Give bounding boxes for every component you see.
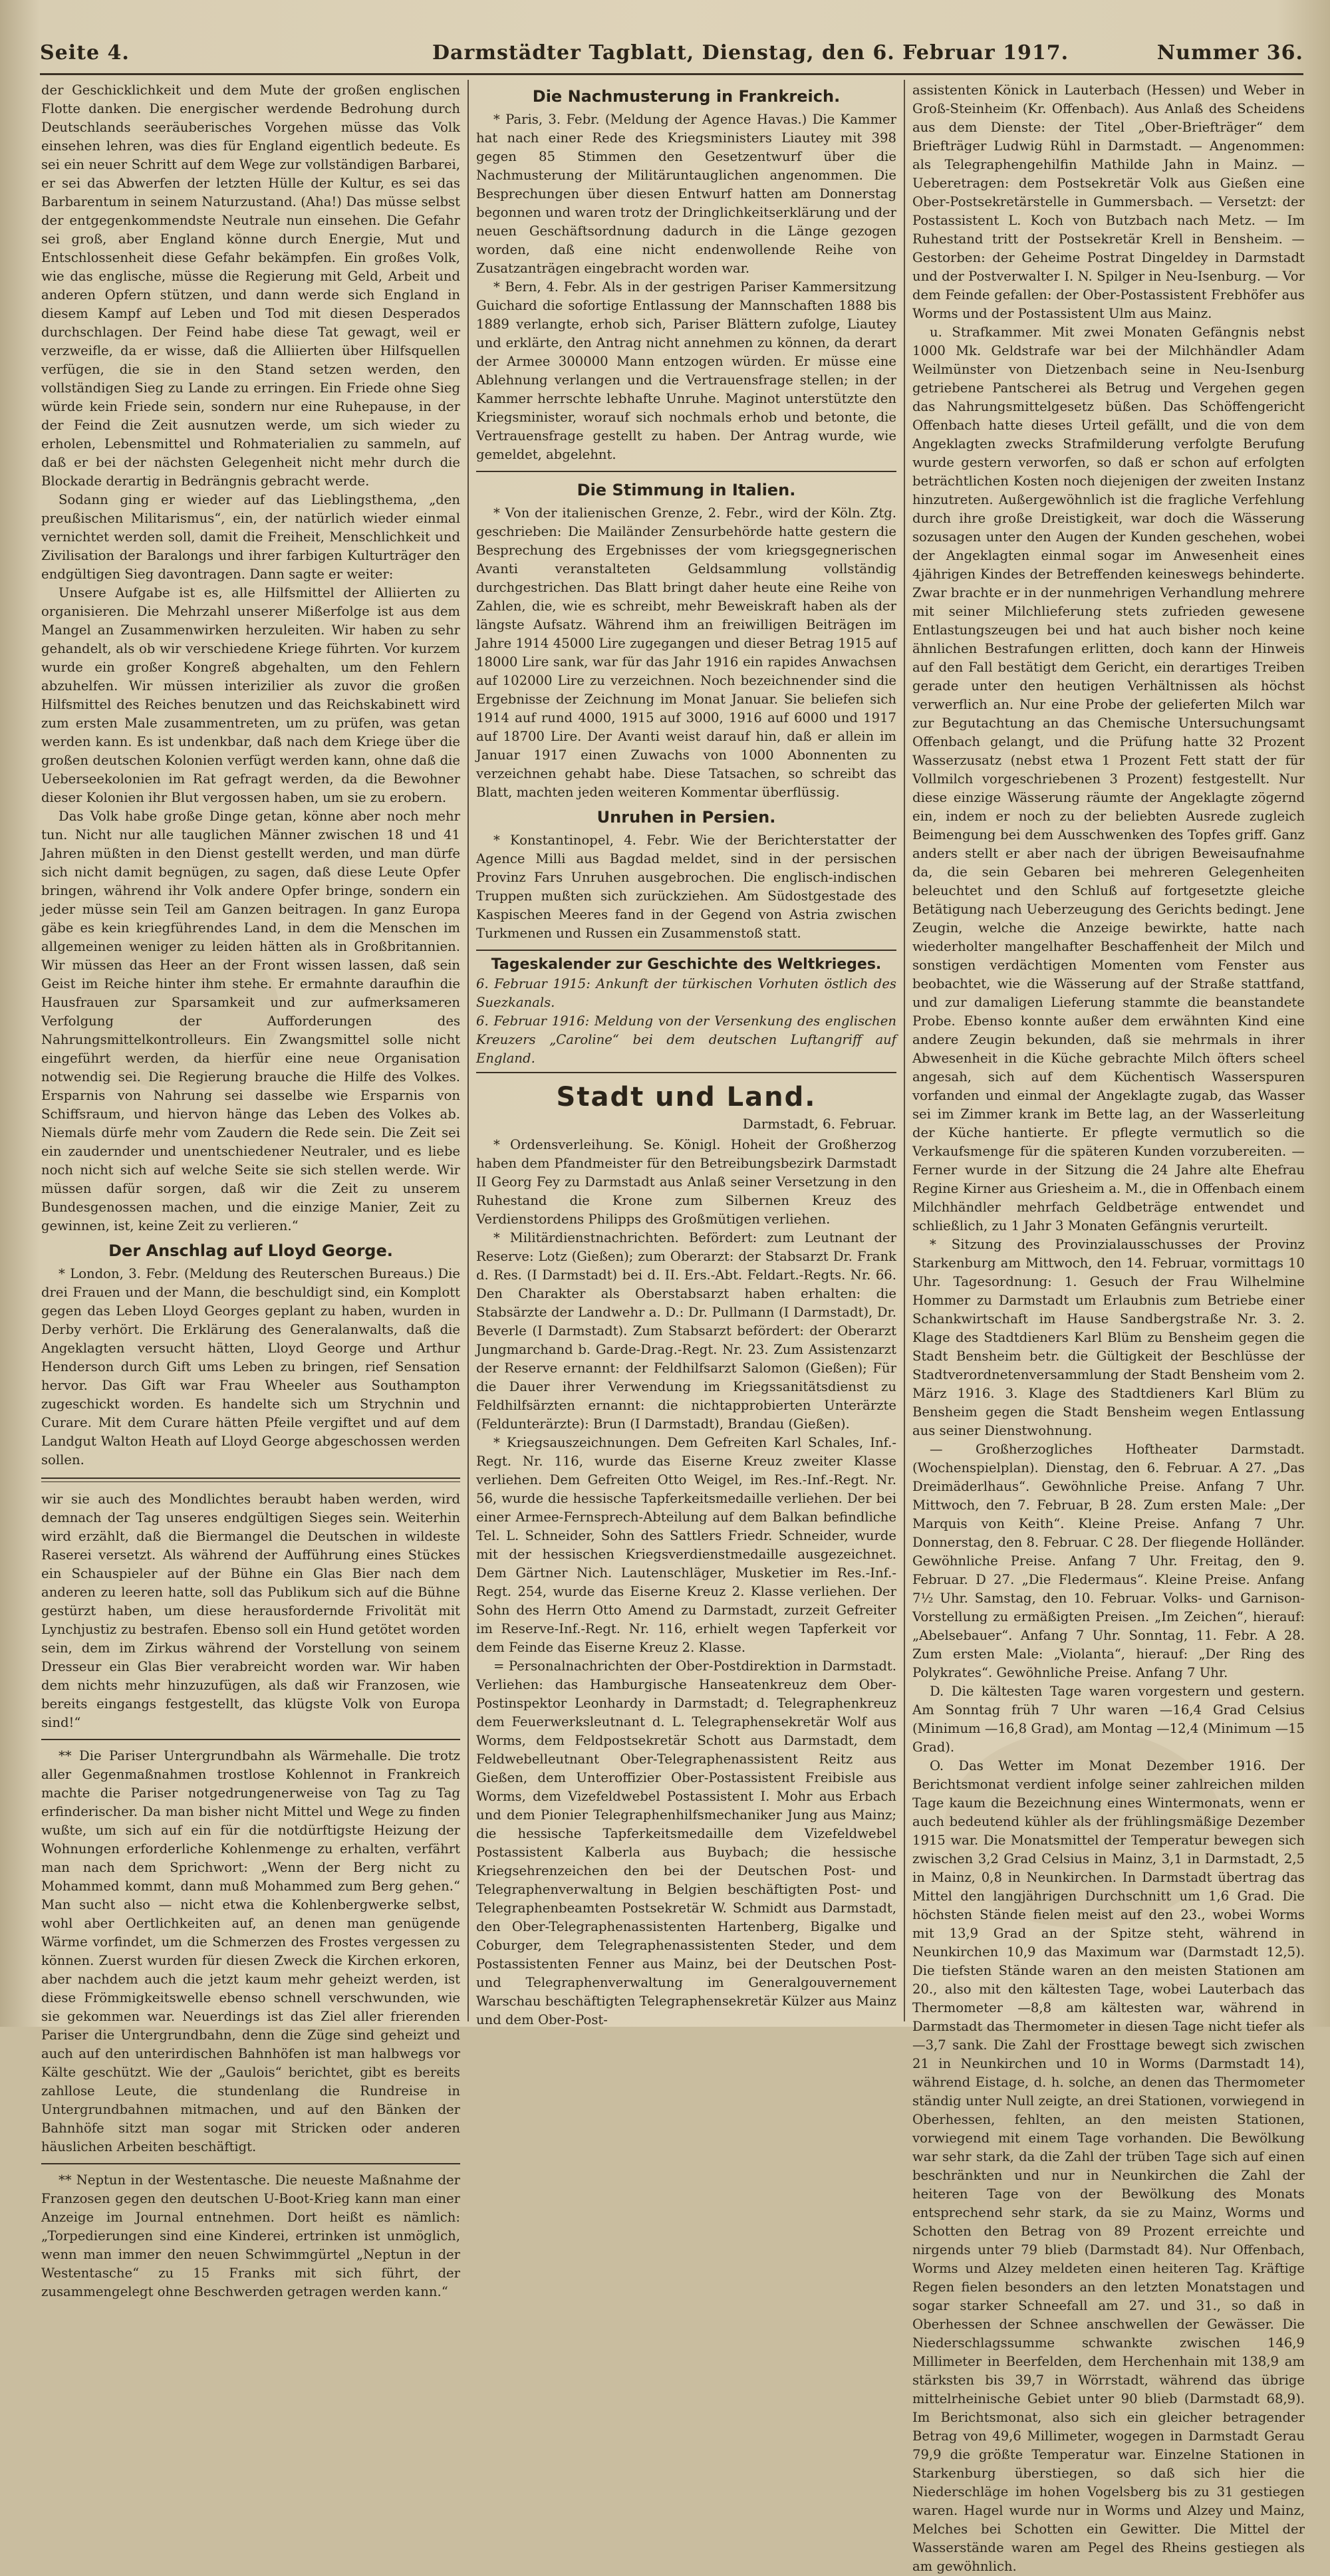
war-calendar-entry: 6. Februar 1915: Ankunft der türkischen Vorhuten östlich des Suezkanals. <box>476 976 896 1010</box>
war-calendar-entry: 6. Februar 1916: Meldung von der Versenkung des englischen Kreuzers „Caroline“ bei dem deutschen Luftangriff auf England. <box>476 1013 896 1066</box>
dateline: Darmstadt, 6. Februar. <box>742 1116 896 1132</box>
page-header <box>40 41 1303 70</box>
column-divider <box>467 80 469 2021</box>
section-rule <box>41 2163 460 2164</box>
article-paragraph: wir sie auch des Mondlichtes beraubt haben werden, wird demnach der Tag unseres endgültigen Sieges sein. Weiterhin wird erzählt, daß die Biermangel die Deutschen in wildeste Raserei versetzt. Als während der Aufführung eines Stückes ein Schauspieler auf der Bühne ein Glas Bier nach dem anderen zu leeren hatte, soll das Publikum sich auf die Bühne gestürzt haben, um diese herausfordernde Frivolität mit Lynchjustiz zu bestrafen. Ebenso soll ein Hund getötet worden sein, dem im Zirkus während der Vorstellung von seinem Dresseur ein Glas Bier verabreicht worden war. Wir haben dem nichts mehr hinzuzufügen, als daß wir Franzosen, wie bereits eingangs festgestellt, das klügste Volk von Europa sind!“ <box>41 1491 460 1730</box>
article-paragraph: Das Volk habe große Dinge getan, könne aber noch mehr tun. Nicht nur alle tauglichen Männer zwischen 18 und 41 Jahren müßten in den Dienst gestellt werden, und man dürfe sich nicht damit begnügen, zu sagen, daß diese Leute Opfer bringen, während ihr Volk andere Opfer bringe, sondern ein jeder müsse sein Teil am Ganzen beitragen. In ganz Europa gäbe es kein kriegführendes Land, in dem die Menschen im allgemeinen weniger zu leiden hätten als in Großbritannien. Wir müssen das Heer an der Front wissen lassen, daß sein Geist im Reiche hinter ihm stehe. Er ermahnte daraufhin die Hausfrauen zur Sparsamkeit und zur aufmerksameren Verfolgung der Aufforderungen des Nahrungsmittelkontrolleurs. Ein Zwangsmittel solle nicht eingeführt werden, da hierfür eine neue Organisation notwendig sei. Die Regierung brauche die Hilfe des Volkes. Ersparnis von Nahrung sei dasselbe wie Ersparnis von Schiffsraum, und hiervon hänge das Leben des Volkes ab. Niemals dürfe mehr vom Zaudern die Rede sein. Die Zeit sei ein zaudernder und unentschiedener Neutraler, und es liebe noch nicht sich auf welche Seite sie sich stellen werde. Wir müssen dafür sorgen, daß wir die Zeit zu unserem Bundesgenossen machen, und die einzige Manier, Zeit zu gewinnen, ist, keine Zeit zu verlieren.“ <box>41 809 460 1233</box>
article-paragraph: D. Die kältesten Tage waren vorgestern und gestern. Am Sonntag früh 7 Uhr waren —16,4 Grad Celsius (Minimum —16,8 Grad), am Montag —12,4 (Minimum —15 Grad). <box>912 1684 1305 1755</box>
article-paragraph: Sodann ging er wieder auf das Lieblingsthema, „den preußischen Militarismus“, ein, der natürlich wieder einmal vernichtet werden soll, damit die Freiheit, Menschlichkeit und Zivilisation der Baralongs und ihrer farbigen Kulturträger den endgültigen Sieg davontragen. Dann sagte er weiter: <box>41 492 460 582</box>
article-paragraph: * Bern, 4. Febr. Als in der gestrigen Pariser Kammersitzung Guichard die sofortige Entlassung der Mannschaften 1888 bis 1889 verlangte, erhob sich, Pariser Blättern zufolge, Liautey und erklärte, den Antrag nicht annehmen zu können, da derart der Armee 300000 Mann entzogen würden. Er müsse eine Ablehnung verlangen und die Vertrauensfrage stellen; in der Kammer herrschte lebhafte Unruhe. Maginot unterstützte den Kriegsminister, worauf sich nochmals erhob und betonte, die Vertrauensfrage gestellt zu haben. Der Antrag wurde, wie gemeldet, abgelehnt. <box>476 279 896 462</box>
section-rule <box>41 1739 460 1740</box>
article-paragraph: ** Die Pariser Untergrundbahn als Wärmehalle. Die trotz aller Gegenmaßnahmen trostlose Kohlennot in Frankreich machte die Pariser notgedrungenerweise von Tag zu Tag erfinderischer. Da man bisher nicht Mittel und Wege zu finden wußte, um sich auf ein für die notdürftigste Heizung der Wohnungen erforderliche Kohlenmenge zu erhalten, verfährt man nach dem Sprichwort: „Wenn der Berg nicht zu Mohammed kommt, dann muß Mohammed zum Berg gehen.“ Man sucht also — nicht etwa die Kohlenbergwerke selbst, wohl aber Oertlichkeiten auf, an denen man genügende Wärme vorfindet, um die Schmerzen des Frostes vergessen zu können. Zuerst wurden für diesen Zweck die Kirchen erkoren, aber nachdem auch die jetzt kaum mehr geheizt werden, ist diese Frömmigkeitswelle ebenso schnell verschwunden, wie sie gekommen war. Neuerdings ist das Ziel aller frierenden Pariser die Untergrundbahn, denn die Züge sind geheizt und auch auf den unterirdischen Bahnhöfen ist man halbwegs vor Kälte geschützt. Wie der „Gaulois“ berichtet, gibt es bereits zahllose Leute, die stundenlang die Rundreise in Untergrundbahnen mitmachen, und auf den Bänken der Bahnhöfe sitzt man sogar mit Stricken oder anderen häuslichen Arbeiten beschäftigt. <box>41 1748 460 2154</box>
article-paragraph: ** Neptun in der Westentasche. Die neueste Maßnahme der Franzosen gegen den deutschen U-Boot-Krieg kann man einer Anzeige im Journal entnehmen. Dort heißt es nämlich: „Torpedierungen sind eine Kinderei, ertrinken ist unmöglich, wenn man immer den neuen Schwimmgürtel „Neptun in der Westentasche“ zu 15 Franks mit sich führt, der zusammengelegt ohne Beschwerden getragen werden kann.“ <box>41 2172 460 2299</box>
article-paragraph: * Konstantinopel, 4. Febr. Wie der Berichterstatter der Agence Milli aus Bagdad meldet, sind in der persischen Provinz Fars Unruhen ausgebrochen. Die englisch-indischen Truppen mußten sich zurückziehen. Am Südostgestade des Kaspischen Meeres fand in der Gegend von Astria zwischen Turkmenen und Russen ein Zusammenstoß statt. <box>476 833 896 941</box>
header-rule <box>40 73 1303 75</box>
article-paragraph: Unsere Aufgabe ist es, alle Hilfsmittel der Alliierten zu organisieren. Die Mehrzahl unserer Mißerfolge ist aus dem Mangel an Zusammenwirken herzuleiten. Wir haben zu sehr gehandelt, als ob wir verschiedene Kriege führten. Vor kurzem wurde ein großer Kongreß abgehalten, um den Fehlern abzuhelfen. Wir müssen interizilier als zuvor die großen Hilfsmittel des Reiches benutzen und das Reichskabinett wird zum ersten Male zusammentreten, um zu prüfen, was getan werden kann. Es ist undenkbar, daß nach dem Kriege über die großen deutschen Kolonien verfügt werden kann, ohne daß die Ueberseekolonien im Rat gefragt werden, da die Bewohner dieser Kolonien ihr Blut vergossen haben, um sie zu erobern. <box>41 585 460 805</box>
column-1 <box>41 81 460 2299</box>
article-headline: Der Anschlag auf Lloyd George. <box>108 1241 393 1260</box>
column-3 <box>912 81 1305 2574</box>
war-calendar-title: Tageskalender zur Geschichte des Weltkrieges. <box>491 956 882 973</box>
article-paragraph: * Ordensverleihung. Se. Königl. Hoheit der Großherzog haben dem Pfandmeister für den Betreibungsbezirk Darmstadt II Georg Fey zu Darmstadt aus Anlaß seiner Versetzung in den Ruhestand die Krone zum Silbernen Kreuz des Verdienstordens Philipps des Großmütigen verliehen. <box>476 1137 896 1227</box>
article-paragraph: * Kriegsauszeichnungen. Dem Gefreiten Karl Schales, Inf.-Regt. Nr. 116, wurde das Eiserne Kreuz zweiter Klasse verliehen. Dem Gefreiten Otto Weigel, im Res.-Inf.-Regt. Nr. 56, wurde die hessische Tapferkeitsmedaille verliehen. Der bei einer Armee-Fernsprech-Abteilung auf dem Balkan befindliche Tel. L. Schneider, Sohn des Sattlers Friedr. Schneider, wurde mit der hessischen Kriegsverdienstmedaille ausgezeichnet. Dem Gärtner Nich. Lautenschläger, Musketier im Res.-Inf.-Regt. 254, wurde das Eiserne Kreuz 2. Klasse verliehen. Der Sohn des Herrn Otto Amend zu Darmstadt, zurzeit Gefreiter im Reserve-Inf.-Regt. Nr. 116, erhielt wegen Tapferkeit vor dem Feinde das Eiserne Kreuz 2. Klasse. <box>476 1435 896 1655</box>
column-divider <box>904 80 905 2021</box>
article-paragraph: O. Das Wetter im Monat Dezember 1916. Der Berichtsmonat verdient infolge seiner zahlreichen milden Tage kaum die Bezeichnung eines Wintermonats, wenn er auch bedeutend kühler als der frühlingsmäßige Dezember 1915 war. Die Monatsmittel der Temperatur bewegen sich zwischen 3,2 Grad Celsius in Mainz, 3,1 in Darmstadt, 2,5 in Mainz, 0,8 in Neunkirchen. In Darmstadt übertrag das Mittel den langjährigen Durchschnitt um 1,6 Grad. Die höchsten Stände fielen meist auf den 23., wobei Worms mit 13,9 Grad an der Spitze steht, während in Neunkirchen 10,9 das Maximum war (Darmstadt 12,5). Die tiefsten Stände waren an den meisten Stationen am 20., also mit den kältesten Tage, wobei Lauterbach das Thermometer —8,8 am kältesten war, während in Darmstadt das Thermometer in diesen Tage nicht tiefer als —3,7 sank. Die Zahl der Frosttage bewegt sich zwischen 21 in Neunkirchen und 10 in Worms (Darmstadt 14), während Eistage, d. h. solche, an denen das Thermometer ständig unter Null zeigte, an drei Stationen, vorwiegend in Oberhessen, fehlten, an den meisten Stationen, vorwiegend mit einem Tage vorhanden. Die Bewölkung war sehr stark, da die Zahl der trüben Tage sich auf einen beschränkten und nur in Neunkirchen die Zahl der heiteren Tage von der Bewölkung des Monats entsprechend sehr stark, da sie zu Mainz, Worms und Schotten den Betrag von 89 Prozent erreichte und nirgends unter 79 blieb (Darmstadt 84). Nur Offenbach, Worms und Alzey meldeten einen heiteren Tag. Kräftige Regen fielen besonders an den letzten Monatstagen und sogar starker Schneefall am 27. und 31., so daß in Oberhessen der Schnee anschwellen der Gewässer. Die Niederschlagssumme schwankte zwischen 146,9 Millimeter in Beerfelden, dem Herchenhain mit 138,9 am stärksten bis 39,7 in Wörrstadt, während das übrige mittelrheinische Gebiet unter 90 blieb (Darmstadt 68,9). Im Berichtsmonat, also sich ein gleicher betragender Betrag von 49,6 Millimeter, wogegen in Darmstadt Gerau 79,9 die größte Temperatur war. Einzelne Stationen in Starkenburg überstiegen, so daß sich hier die Niederschläge im hohen Vogelsberg bis zu 31 gestiegen waren. Hagel wurde nur in Worms und Alzey und Mainz, Melches bei Schotten ein Gewitter. Die Mittel der Wasserstände waren am Pegel des Rheins gestiegen als am gewöhnlich. <box>912 1758 1305 2574</box>
article-paragraph: der Geschicklichkeit und dem Mute der großen englischen Flotte danken. Die energischer werdende Bedrohung durch Deutschlands seeräuberisches Vorgehen müsse das Volk einsehen lehren, was dies für England eigentlich bedeute. Es sei ein neuer Schritt auf dem Wege zur vollständigen Barbarei, er sei das Abwerfen der letzten Hülle der Kultur, es sei das Barbarentum in seinem Naturzustand. (Aha!) Das müsse selbst der entgegenkommendste Neutrale nun einsehen. Die Gefahr sei groß, aber England könne durch Energie, Mut und Entschlossenheit diese Gefahr bekämpfen. Ein großes Volk, wie das englische, müsse die Regierung mit Geld, Arbeit und anderen Opfern stützen, und dann werde sich England in diesem Kampf auf Leben und Tod mit diesen Desperados durchschlagen. Der Feind habe diese Tat gewagt, weil er verzweifle, da er wisse, daß die Alliierten über Hilfsquellen verfügen, die sie in den Stand setzen werden, den vollständigen Sieg zu Lande zu erringen. Ein Friede ohne Sieg würde kein Friede sein, sondern nur eine Ruhepause, in der der Feind die Zeit ausnutzen werde, um sich wieder zu erholen, Lebensmittel und Rohmaterialien zu sammeln, auf daß er bei der nächsten Gelegenheit nicht mehr durch die Blockade derartig in Bedrängnis gebracht werde. <box>41 82 460 489</box>
article-paragraph: * Militärdienstnachrichten. Befördert: zum Leutnant der Reserve: Lotz (Gießen); zum Oberarzt: der Stabsarzt Dr. Frank d. Res. (I Darmstadt) bei d. II. Ers.-Abt. Feldart.-Regts. Nr. 66. Den Charakter als Oberstabsarzt haben erhalten: die Stabsärzte der Landwehr a. D.: Dr. Pullmann (I Darmstadt), Dr. Beverle (I Darmstadt). Zum Stabsarzt befördert: der Oberarzt Jungmarchand b. Garde-Drag.-Regt. Nr. 23. Zum Assistenzarzt der Reserve ernannt: der Feldhilfsarzt Salomon (Gießen); Für die Dauer ihrer Verwendung im Kriegssanitätsdienst zu Feldhilfsärzten ernannt: die nichtapprobierten Unterärzte (Feldunterärzte): Brun (I Darmstadt), Brandau (Gießen). <box>476 1230 896 1432</box>
article-paragraph: assistenten Könick in Lauterbach (Hessen) und Weber in Groß-Steinheim (Kr. Offenbach). Aus Anlaß des Scheidens aus dem Dienste: der Titel „Ober-Briefträger“ dem Briefträger Ludwig Rühl in Darmstadt. — Angenommen: als Telegraphengehilfin Mathilde Jahn in Mainz. — Ueberetragen: dem Postsekretär Volk aus Gießen eine Ober-Postsekretärstelle in Gummersbach. — Versetzt: der Postassistent L. Koch von Butzbach nach Metz. — Im Ruhestand tritt der Postsekretär Krell in Bensheim. — Gestorben: der Geheime Postrat Dingeldey in Darmstadt und der Postverwalter I. N. Spilger in Neu-Isenburg. — Vor dem Feinde gefallen: der Ober-Postassistent Frebhöfer aus Worms und der Postassistent Ulm aus Mainz. <box>912 82 1305 321</box>
war-calendar-box <box>476 950 896 1073</box>
masthead-line: Darmstädter Tagblatt, Dienstag, den 6. Februar 1917. <box>432 41 1069 64</box>
article-paragraph: * Von der italienischen Grenze, 2. Febr., wird der Köln. Ztg. geschrieben: Die Mailänder Zensurbehörde hatte gestern die Besprechung des Ergebnisses der vom kriegsgegnerischen Avanti veranstalteten Geldsammlung vollständig durchgestrichen. Das Blatt bringt daher heute eine Reihe von Zahlen, die, wie es schreibt, mehr Beweiskraft haben als der längste Aufsatz. Während ihm an freiwilligen Beiträgen im Jahre 1914 45000 Lire zugegangen und dieser Betrag 1915 auf 18000 Lire sank, war für das Jahr 1916 ein rapides Anwachsen auf 102000 Lire zu verzeichnen. Noch bezeichnender sind die Ergebnisse der Zeichnung im Monat Januar. Sie beliefen sich 1914 auf rund 4000, 1915 auf 3000, 1916 auf 6000 und 1917 auf 18700 Lire. Der Avanti weist darauf hin, daß er allein im Januar 1917 einen Zuwachs von 1000 Abonnenten zu verzeichnen gehabt habe. Diese Tatsachen, so schreibt das Blatt, machten jeden weiteren Kommentar überflüssig. <box>476 505 896 800</box>
article-paragraph: = Personalnachrichten der Ober-Postdirektion in Darmstadt. Verliehen: das Hamburgische Hanseatenkreuz dem Ober-Postinspektor Leonhardy in Darmstadt; d. Telegraphenkreuz dem Feuerwerksleutnant d. L. Telegraphensekretär Wolf aus Worms, dem Feldpostsekretär Schott aus Darmstadt, dem Feldwebelleutnant Ober-Telegraphenassistent Reitz aus Gießen, dem Unteroffizier Ober-Postassistent Freibisle aus Worms, dem Vizefeldwebel Postassistent I. Mohr aus Erbach und dem Pionier Telegraphenhilfsmechaniker Jung aus Mainz; die hessische Tapferkeitsmedaille dem Vizefeldwebel Postassistent Kalberla aus Buybach; die hessische Kriegsehrenzeichen den bei der Deutschen Post- und Telegraphenverwaltung in Belgien beschäftigten Post- und Telegraphenbeamten Postsekretär W. Schmidt aus Darmstadt, den Ober-Telegraphenassistenten Hartenberg, Bigalke und Coburger, dem Telegraphenassistenten Steder, und dem Postassistenten Fenner aus Mainz, bei der Deutschen Post- und Telegraphenverwaltung im Generalgouvernement Warschau beschäftigten Telegraphensekretär Külzer aus Mainz und dem Ober-Post- <box>476 1658 896 2027</box>
article-paragraph: * Paris, 3. Febr. (Meldung der Agence Havas.) Die Kammer hat nach einer Rede des Kriegsministers Liautey mit 398 gegen 85 Stimmen den Gesetzentwurf über die Nachmusterung der Militäruntauglichen angenommen. Die Besprechungen über diesen Entwurf hatten am Donnerstag begonnen und waren trotz der Dringlichkeitserklärung und der neuen Geschäftsordnung dadurch in die Länge gezogen worden, daß eine nicht endenwollende Reihe von Zusatzanträgen eingebracht worden war. <box>476 112 896 276</box>
article-headline: Die Stimmung in Italien. <box>577 481 796 499</box>
section-title: Stadt und Land. <box>556 1082 817 1112</box>
article-headline: Die Nachmusterung in Frankreich. <box>532 87 841 106</box>
article-paragraph: u. Strafkammer. Mit zwei Monaten Gefängnis nebst 1000 Mk. Geldstrafe war bei der Milchhändler Adam Weilmünster von Dietzenbach seine in Neu-Isenburg getriebene Pantscherei als Betrug und Vergehen gegen das Nahrungsmittelgesetz büßen. Das Schöffengericht Offenbach hatte dieses Urteil gefällt, und die von dem Angeklagten zwecks Strafmilderung verfolgte Berufung wurde gestern verworfen, so daß er schon auf erfolgten beträchtlichen Kosten noch diejenigen der zweiten Instanz hinzutreten. Außergewöhnlich ist die fragliche Verfehlung durch ihre große Dreistigkeit, war doch die Wässerung sozusagen unter den Augen der Kunden geschehen, wobei der Angeklagten einmal sogar im Anwesenheit eines 4jährigen Kindes der Betreffenden keineswegs behinderte. Zwar brachte er in der nunmehrigen Verhandlung mehrere mit seiner Milchlieferung stets zufrieden gewesene Entlastungszeugen bei und hat auch bisher noch keine ähnlichen Bestrafungen erlitten, doch kann der Hinweis auf den Fall bestätigt dem Gericht, ein derartiges Treiben gerade unter den heutigen Verhältnissen als höchst verwerflich an. Nur eine Probe der gelieferten Milch war zur Begutachtung an das Chemische Untersuchungsamt Offenbach gelangt, und die Prüfung hatte 32 Prozent Wasserzusatz (nebst etwa 1 Prozent Fett statt der für Vollmilch vorgeschriebenen 3 Prozent) festgestellt. Nur diese einzige Wässerung räumte der Angeklagte zögernd ein, indem er noch zu der beliebten Ausrede zugleich Beimengung bei dem Ausschwenken des Topfes griff. Ganz anders stellt er aber nach der übrigen Beweisaufnahme da, die sein Gebaren bei mehreren Gelegenheiten beleuchtet und den Schluß auf fortgesetzte gleiche Betätigung nach Ueberzeugung des Gerichts bedingt. Jene Zeugin, welche die Anzeige bewirkte, hatte nach wiederholter mangelhafter Beschaffenheit der Milch und sonstigen verdächtigen Momenten vom Fenster aus beobachtet, wie die Wässerung auf der Straße stattfand, und zur damaligen Lieferung stammte die beanstandete Probe. Ebenso konnte außer dem erwähnten Kind eine andere Zeugin bekunden, daß sie mehrmals in ihrer Abwesenheit in die Küche gebrachte Milch öfters scheel angesah, sich auf dem Küchentisch Wasserspuren vorfanden und einmal der Angeklagte zugab, das Wasser sei im Zimmer krank im Bette lag, an der Wasserleitung der Küche hantierte. Er pflegte vermutlich so die Verkaufsmenge für die späteren Kunden vorzubereiten. — Ferner wurde in der Sitzung die 24 Jahre alte Ehefrau Regine Kirner aus Griesheim a. M., die in Offenbach einem Milchhändler mehrfach Geldbeträge entwendet und schließlich, zu 1 Jahr 3 Monaten Gefängnis verurteilt. <box>912 324 1305 1233</box>
article-paragraph: — Großherzogliches Hoftheater Darmstadt. (Wochenspielplan). Dienstag, den 6. Februar. A 27. „Das Dreimäderlhaus“. Gewöhnliche Preise. Anfang 7 Uhr. Mittwoch, den 7. Februar, B 28. Zum ersten Male: „Der Marquis von Keith“. Kleine Preise. Anfang 7 Uhr. Donnerstag, den 8. Februar. C 28. Der fliegende Holländer. Gewöhnliche Preise. Anfang 7 Uhr. Freitag, den 9. Februar. D 27. „Die Fledermaus“. Kleine Preise. Anfang 7½ Uhr. Samstag, den 10. Februar. Volks- und Garnison-Vorstellung zu ermäßigten Preisen. „Im Zeichen“, hierauf: „Abelsebauer“. Anfang 7 Uhr. Sonntag, 11. Febr. A 28. Zum ersten Male: „Violanta“, hierauf: „Der Ring des Polykrates“. Gewöhnliche Preise. Anfang 7 Uhr. <box>912 1442 1305 1680</box>
article-headline: Unruhen in Persien. <box>597 808 776 827</box>
column-2 <box>476 81 896 2027</box>
article-paragraph: * London, 3. Febr. (Meldung des Reuterschen Bureaus.) Die drei Frauen und der Mann, die beschuldigt sind, ein Komplott gegen das Leben Lloyd Georges geplant zu haben, wurden in Derby verhört. Die Erklärung des Generalanwalts, daß die Angeklagten versucht hätten, Lloyd George und Arthur Henderson durch Gift ums Leben zu bringen, rief Sensation hervor. Das Gift war Frau Wheeler aus Southampton zugeschickt worden. Es handelte sich um Strychnin und Curare. Mit dem Curare hätten Pfeile vergiftet und auf dem Landgut Walton Heath auf Lloyd George abgeschossen werden sollen. <box>41 1266 460 1468</box>
article-paragraph: * Sitzung des Provinzialausschusses der Provinz Starkenburg am Mittwoch, den 14. Februar, vormittags 10 Uhr. Tagesordnung: 1. Gesuch der Frau Wilhelmine Hommer zu Darmstadt um Erlaubnis zum Betriebe einer Schankwirtschaft im Hause Sandbergstraße Nr. 3. 2. Klage des Stadtdieners Karl Blüm zu Bensheim gegen die Stadt Bensheim betr. die Gültigkeit der Beschlüsse der Stadtverordnetenversammlung der Stadt Bensheim vom 2. März 1916. 3. Klage des Stadtdieners Karl Blüm zu Bensheim gegen die Stadt Bensheim wegen Entlassung aus seiner Dienstwohnung. <box>912 1237 1305 1438</box>
section-rule <box>476 471 896 472</box>
section-rule <box>41 1478 460 1482</box>
page-number: Seite 4. <box>40 41 130 64</box>
issue-number: Nummer 36. <box>1156 41 1303 64</box>
